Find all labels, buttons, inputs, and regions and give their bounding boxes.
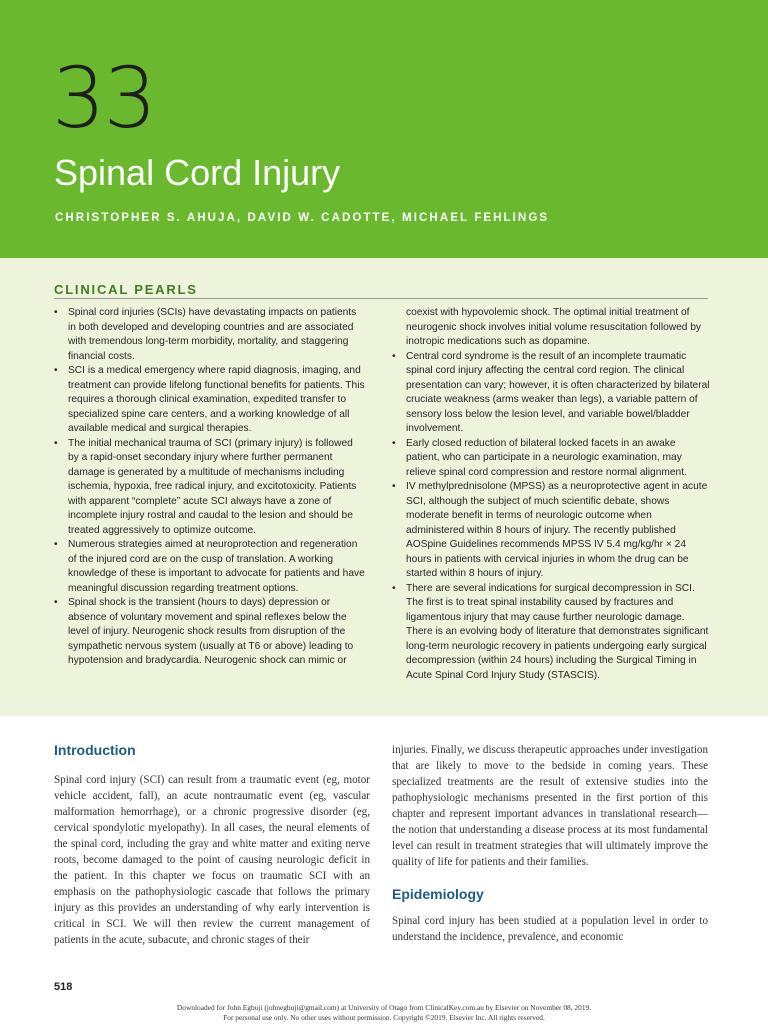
introduction-continued-paragraph: injuries. Finally, we discuss therapeutic approaches under investigation that are likely to move to the bedside in coming years. These specialized treatments are the result of extensive studies into the pathophysiologic mechanisms presented in the first portion of this chapter and represent important advances in translational research—the notion that understanding a disease process at its most fundamental level can result in treatment strategies that will ultimately improve the quality of life for patients and their families. — [392, 744, 708, 868]
bullet-icon: • — [54, 307, 58, 318]
pearl-text: SCI is a medical emergency where rapid diagnosis, imaging, and treatment can provide lifelong functional benefits for patients. This requires a thorough clinical examination, expedited transfer to specialized spine care centers, and a working knowledge of all available medical and surgical therapies. — [68, 365, 365, 434]
pearl-item — [54, 596, 366, 669]
page-number: 518 — [54, 981, 73, 993]
chapter-authors: CHRISTOPHER S. AHUJA, DAVID W. CADOTTE, MICHAEL FEHLINGS — [55, 212, 550, 224]
pearl-text: IV methylprednisolone (MPSS) as a neuroprotective agent in acute SCI, although the subject of much scientific debate, shows moderate benefit in terms of neurologic outcome when administered within 8 hours of injury. The recently published AOSpine Guidelines recommends MPSS IV 5.4 mg/kg/hr × 24 hours in patients with cervical injuries in whom the drug can be started within 8 hours of injury. — [406, 481, 708, 579]
chapter-number: 33 — [52, 49, 155, 147]
pearl-item — [54, 364, 366, 437]
pearl-text: Spinal cord injuries (SCIs) have devastating impacts on patients in both developed and developing countries and are associated with tremendous long-term morbidity, mortality, and staggering financial costs. — [68, 307, 357, 362]
pearl-item — [392, 480, 710, 582]
clinical-pearls-left-column — [54, 306, 366, 669]
pearl-text: The initial mechanical trauma of SCI (primary injury) is followed by a rapid-onset secondary injury where further permanent damage is generated by a multitude of mechanisms including ischemia, hypoxia, free radical injury, and excitotoxicity. Patients with apparent “complete” acute SCI always have a zone of incomplete injury rostral and caudal to the lesion and should be treated aggressively to optimize outcome. — [68, 437, 357, 536]
bullet-icon: • — [54, 365, 58, 376]
clinical-pearls-title: CLINICAL PEARLS — [54, 282, 198, 297]
bullet-icon: • — [392, 437, 396, 449]
pearl-item — [54, 437, 366, 539]
introduction-heading: Introduction — [54, 742, 136, 758]
introduction-paragraph: Spinal cord injury (SCI) can result from a traumatic event (eg, motor vehicle accident, fall), an acute nontraumatic event (eg, vascular malformation hemorrhage), or a chronic progressive disorder (eg, cervical spondylotic myelopathy). In all cases, the neural elements of the spinal cord, including the gray and white matter and exiting nerve roots, become damaged to the point of causing neurologic deficit in the patient. In this chapter we focus on traumatic SCI with an emphasis on the pathophysiologic cascade that follows the primary injury as this provides an understanding of why early intervention is critical in SCI. We will then review the current management of patients in the acute, subacute, and chronic stages of their — [54, 774, 370, 946]
pearl-item — [54, 306, 366, 364]
bullet-icon: • — [392, 350, 396, 362]
bullet-icon: • — [392, 481, 396, 492]
clinical-pearls-right-column — [392, 306, 710, 683]
clinical-pearls-box — [0, 258, 768, 716]
clinical-pearls-divider — [54, 298, 708, 299]
pearl-text: Early closed reduction of bilateral locked facets in an awake patient, who can participate in a neurologic examination, may relieve spinal cord compression and restore normal alignment. — [406, 437, 687, 478]
bullet-icon: • — [54, 597, 58, 608]
chapter-header — [0, 0, 768, 258]
download-footer — [0, 1003, 768, 1022]
footer-line-2: For personal use only. No other uses without permission. Copyright ©2019. Elsevier Inc. All rights reserved. — [223, 1012, 545, 1022]
bullet-icon: • — [54, 539, 58, 550]
footer-line-1: Downloaded for John Egbuji (johnegbuji@gmail.com) at University of Otago from ClinicalKey.com.au by Elsevier on November 08, 2019. — [176, 1003, 592, 1012]
epidemiology-heading: Epidemiology — [392, 886, 484, 902]
pearl-text: There are several indications for surgical decompression in SCI. The first is to treat spinal instability caused by fractures and ligamentous injury that may cause further neurologic damage. There is an evolving body of literature that demonstrates significant long-term neurologic recovery in patients undergoing early surgical decompression (within 24 hours) including the Surgical Timing in Acute Spinal Cord Injury Study (STASCIS). — [406, 582, 709, 681]
body-right-column — [392, 742, 708, 945]
pearl-item-continuation — [392, 306, 710, 350]
pearl-text: Numerous strategies aimed at neuroprotection and regeneration of the injured cord are on the cusp of translation. A working knowledge of these is important to advocate for patients and have meaningful discussion regarding treatment options. — [68, 539, 365, 594]
pearl-text: Central cord syndrome is the result of an incomplete traumatic spinal cord injury affecting the central cord region. The clinical presentation can vary; however, it is often characterized by bilateral cruciate weakness (arms weaker than legs), a variable pattern of sensory loss below the lesion level, and variable bowel/bladder involvement. — [406, 350, 710, 434]
pearl-item — [54, 538, 366, 596]
bullet-icon: • — [54, 437, 58, 449]
epidemiology-paragraph: Spinal cord injury has been studied at a population level in order to understand the incidence, prevalence, and economic — [392, 915, 708, 943]
chapter-title: Spinal Cord Injury — [54, 152, 341, 193]
pearl-item — [392, 437, 710, 481]
pearl-item — [392, 582, 710, 684]
pearl-text: Spinal shock is the transient (hours to days) depression or absence of voluntary movement and spinal reflexes below the level of injury. Neurogenic shock results from disruption of the sympathetic nervous system (usually at T6 or above) leading to hypotension and bradycardia. Neurogenic shock can mimic or — [68, 597, 354, 666]
pearl-item — [392, 350, 710, 437]
body-left-column — [54, 742, 370, 948]
bullet-icon: • — [392, 582, 396, 594]
pearl-text: coexist with hypovolemic shock. The optimal initial treatment of neurogenic shock involves initial volume resuscitation followed by inotropic medications such as dopamine. — [406, 307, 702, 347]
